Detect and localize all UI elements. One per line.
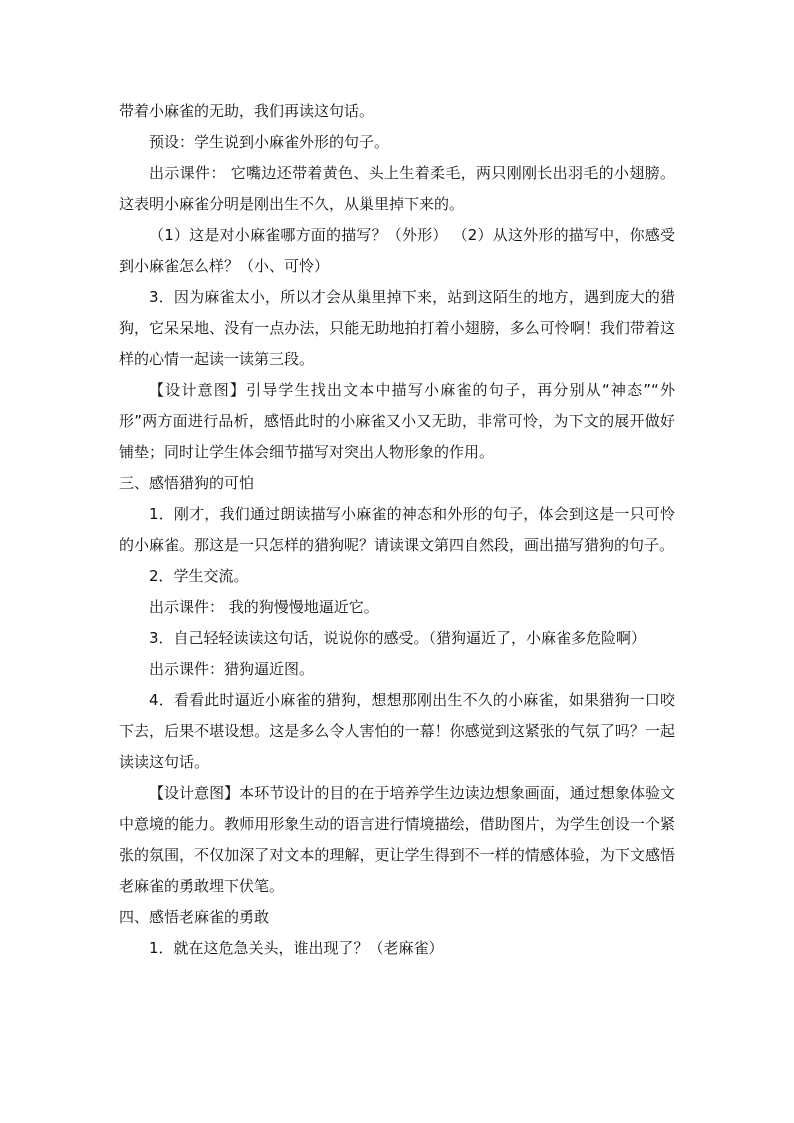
paragraph-design-intent-2: 【设计意图】本环节设计的目的在于培养学生边读边想象画面，通过想象体验文中意境的能力。教师用形象生动的语言进行情境描绘，借助图片，为学生创设一个紧张的氛围，不仅加深了对文本的理解，更让学生得到不一样的情感体验，为下文感悟老麻雀的勇敢埋下伏笔。 [119,784,675,895]
paragraph-step-3: 3．因为麻雀太小，所以才会从巢里掉下来，站到这陌生的地方，遇到庞大的猎狗，它呆呆地、没有一点办法，只能无助地拍打着小翅膀，多么可怜啊！我们带着这样的心情一起读一读第三段。 [119,288,675,368]
paragraph-step-2: 2．学生交流。 [149,567,249,585]
document-body [119,96,675,964]
section-heading-4: 四、感悟老麻雀的勇敢 [119,908,270,926]
paragraph-step-4: 4．看看此时逼近小麻雀的猎狗，想想那刚出生不久的小麻雀，如果猎狗一口咬下去，后果不堪设想。这是多么令人害怕的一幕！你感觉到这紧张的气氛了吗？一起读读这句话。 [119,691,675,771]
paragraph-questions: （1）这是对小麻雀哪方面的描写？（外形） （2）从这外形的描写中，你感受到小麻雀怎么样？（小、可怜） [119,226,675,275]
paragraph-courseware-3: 出示课件：猎狗逼近图。 [149,660,315,678]
paragraph-continuation: 带着小麻雀的无助，我们再读这句话。 [119,102,375,120]
paragraph-step-1: 1．刚才，我们通过朗读描写小麻雀的神态和外形的句子，体会到这是一只可怜的小麻雀。那这是一只怎样的猎狗呢？请读课文第四自然段，画出描写猎狗的句子。 [119,505,675,554]
paragraph-courseware-2: 出示课件： 我的狗慢慢地逼近它。 [149,598,379,616]
paragraph-step-3b: 3．自己轻轻读读这句话，说说你的感受。（猎狗逼近了，小麻雀多危险啊） [149,629,647,647]
paragraph-design-intent-1: 【设计意图】引导学生找出文本中描写小麻雀的句子，再分别从“神态”“外形”两方面进行品析，感悟此时的小麻雀又小又无助，非常可怜，为下文的展开做好铺垫；同时让学生体会细节描写对突出人物形象的作用。 [119,381,675,461]
paragraph-preset: 预设：学生说到小麻雀外形的句子。 [149,133,390,151]
section-heading-3: 三、感悟猎狗的可怕 [119,474,255,492]
paragraph-courseware-1: 出示课件： 它嘴边还带着黄色、头上生着柔毛，两只刚刚长出羽毛的小翅膀。这表明小麻雀分明是刚出生不久，从巢里掉下来的。 [119,164,675,213]
paragraph-step-1b: 1．就在这危急关头，谁出现了？（老麻雀） [149,939,444,957]
